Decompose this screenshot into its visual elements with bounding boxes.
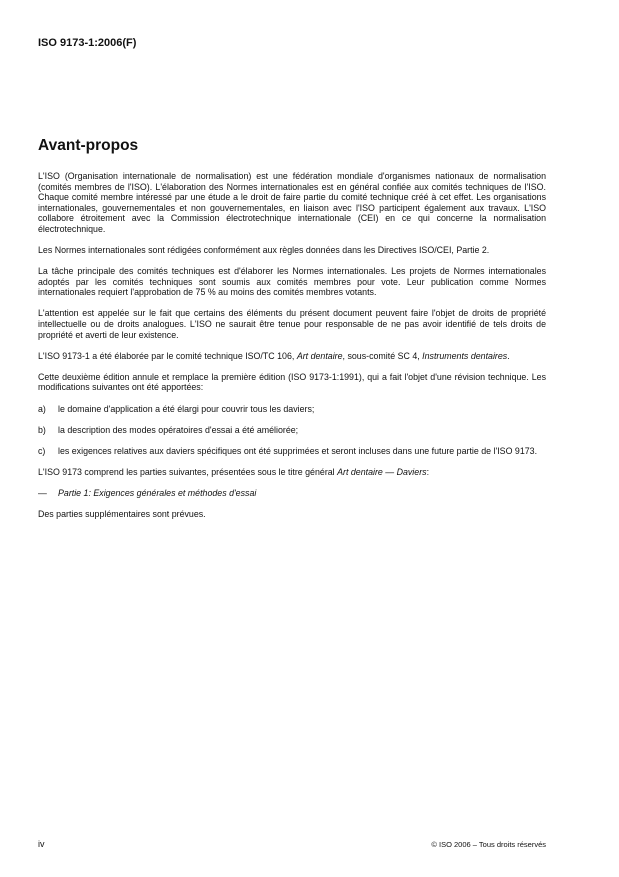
parts-intro: L'ISO 9173 comprend les parties suivantes, présentées sous le titre général bbox=[38, 466, 338, 477]
paragraph-organisation: L'ISO (Organisation internationale de normalisation) est une fédération mondiale d'organismes nationaux de normalisation (comités membres de l'ISO). L'élaboration des Normes internationales est en général confiée aux comités techniques de l'ISO. Chaque comité membre intéressé par une étude a le droit de faire partie du comité technique créé à cet effet. Les organisations internationales, gouvernementales et non gouvernementales, en liaison avec l'ISO participent également aux travaux. L'ISO collabore étroitement avec la Commission électrotechnique internationale (CEI) en ce qui concerne la normalisation électrotechnique. bbox=[38, 171, 546, 234]
subcommittee-name: Instruments dentaires bbox=[422, 350, 508, 361]
document-id: ISO 9173-1:2006(F) bbox=[38, 37, 137, 49]
paragraph-parts bbox=[38, 467, 546, 478]
part-title: Partie 1: Exigences générales et méthodes d'essai bbox=[58, 487, 257, 498]
paragraph-patent-rights: L'attention est appelée sur le fait que certains des éléments du présent document peuvent faire l'objet de droits de propriété intellectuelle ou de droits analogues. L'ISO ne saurait être tenue pour responsable de ne pas avoir identifié de tels droits de propriété et averti de leur existence. bbox=[38, 308, 546, 340]
list-text: le domaine d'application a été élargi pour couvrir tous les daviers; bbox=[58, 403, 315, 414]
paragraph-committee-info bbox=[38, 351, 546, 362]
parts-colon: : bbox=[426, 466, 430, 477]
committee-text-3: . bbox=[507, 350, 510, 361]
list-text: la description des modes opératoires d'essai a été améliorée; bbox=[58, 424, 299, 435]
copyright-notice: © ISO 2006 – Tous droits réservés bbox=[431, 840, 546, 849]
general-title: Art dentaire — Daviers bbox=[337, 466, 427, 477]
list-text: les exigences relatives aux daviers spécifiques ont été supprimées et seront incluses dans une future partie de l'ISO 9173. bbox=[58, 445, 538, 456]
committee-text-1: L'ISO 9173-1 a été élaborée par le comité technique ISO/TC 106, bbox=[38, 350, 297, 361]
section-title: Avant-propos bbox=[38, 137, 139, 154]
dash-marker: — bbox=[38, 487, 47, 498]
list-letter: c) bbox=[38, 445, 46, 456]
committee-name: Art dentaire bbox=[296, 350, 343, 361]
list-letter: b) bbox=[38, 424, 46, 435]
paragraph-directives: Les Normes internationales sont rédigées conformément aux règles données dans les Directives ISO/CEI, Partie 2. bbox=[38, 245, 490, 256]
paragraph-edition: Cette deuxième édition annule et remplace la première édition (ISO 9173-1:1991), qui a fait l'objet d'une révision technique. Les modifications suivantes ont été apportées: bbox=[38, 371, 546, 393]
list-item-b bbox=[38, 425, 546, 436]
page-number: iv bbox=[38, 839, 45, 849]
list-item-a bbox=[38, 404, 546, 415]
foreword-body bbox=[38, 171, 546, 530]
committee-text-2: , sous-comité SC 4, bbox=[342, 350, 423, 361]
list-item-c bbox=[38, 446, 546, 457]
part-item bbox=[38, 488, 546, 499]
list-letter: a) bbox=[38, 403, 46, 414]
paragraph-technical-committees: La tâche principale des comités techniques est d'élaborer les Normes internationales. Les projets de Normes internationales adoptés par les comités techniques sont soumis aux comités membres pour vote. Leur publication comme Normes internationales requiert l'approbation de 75 % au moins des comités membres votants. bbox=[38, 266, 546, 298]
paragraph-additional-parts: Des parties supplémentaires sont prévues. bbox=[38, 508, 206, 519]
